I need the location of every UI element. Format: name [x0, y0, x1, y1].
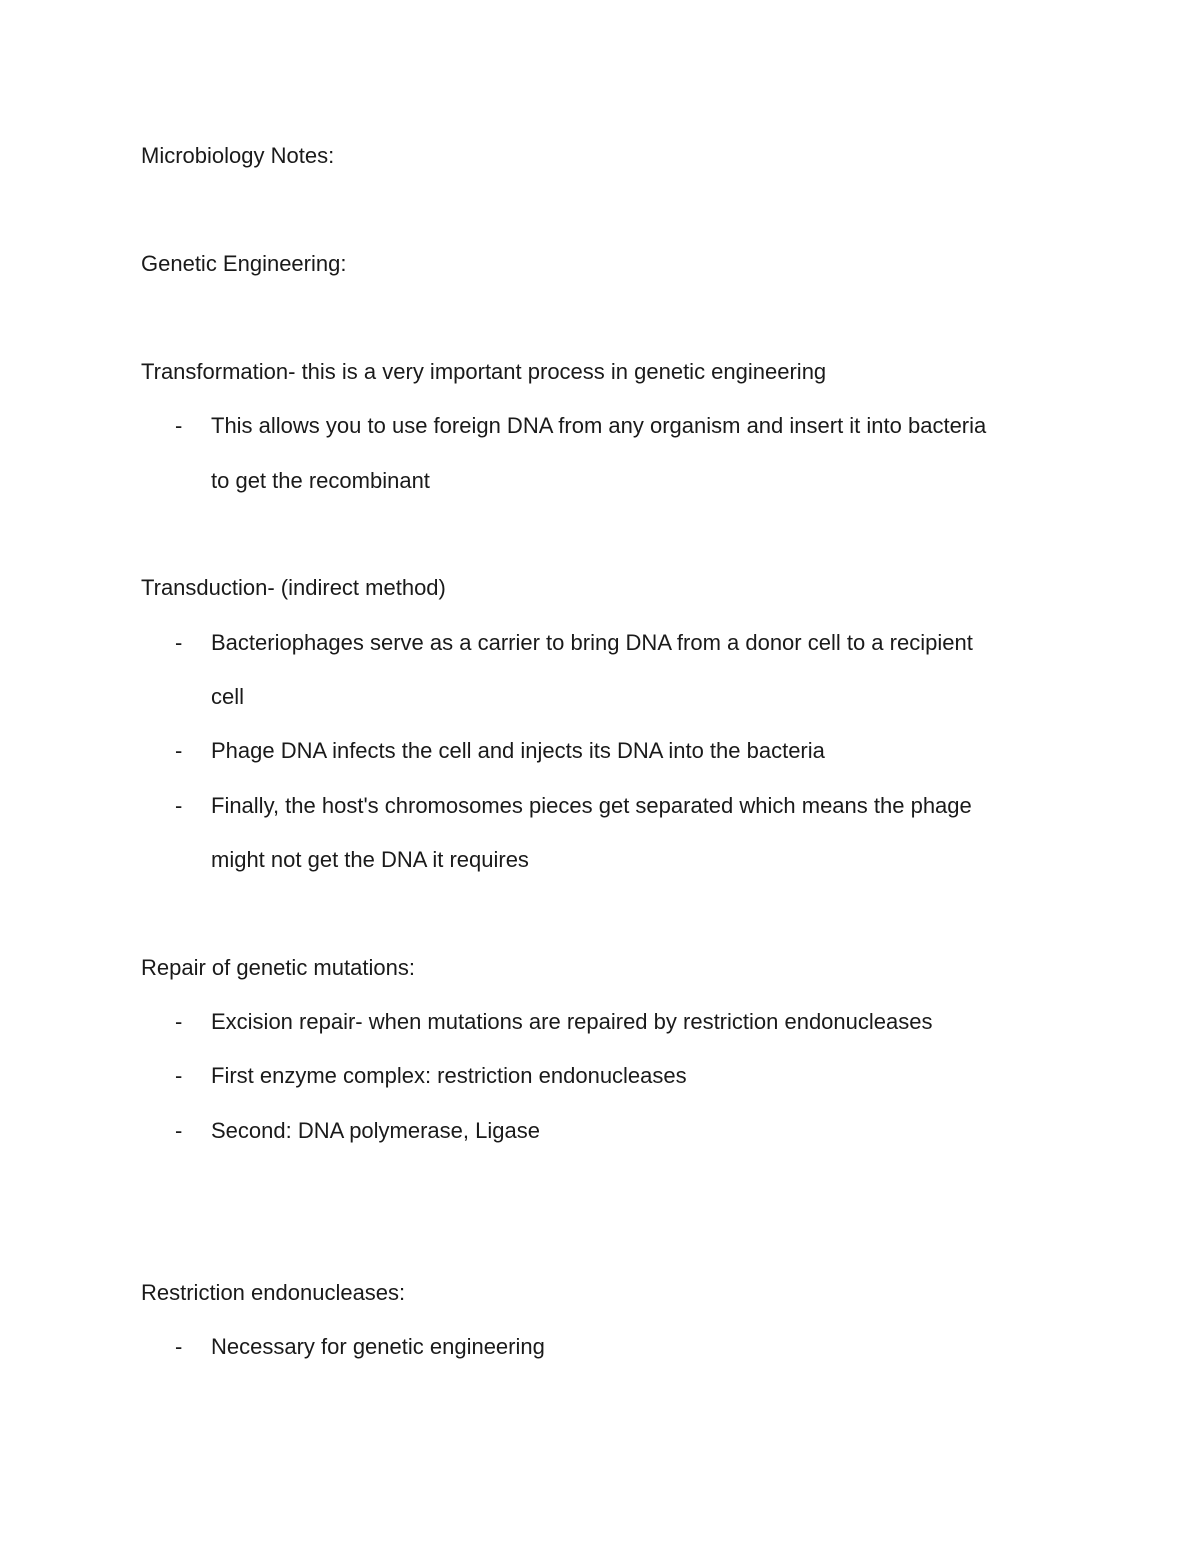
- transduction-bullet-3-line-2: might not get the DNA it requires: [211, 847, 529, 872]
- transduction-bullet-3-line-1: Finally, the host's chromosomes pieces get separated which means the phage: [211, 793, 972, 818]
- restriction-heading: Restriction endonucleases:: [141, 1280, 406, 1305]
- bullet-marker: -: [175, 630, 183, 655]
- repair-bullet-2: First enzyme complex: restriction endonucleases: [211, 1063, 687, 1088]
- transformation-heading: Transformation- this is a very important process in genetic engineering: [141, 359, 827, 384]
- repair-bullet-1: Excision repair- when mutations are repaired by restriction endonucleases: [211, 1009, 933, 1034]
- transduction-bullet-2-line-1: Phage DNA infects the cell and injects its DNA into the bacteria: [211, 738, 825, 763]
- transformation-bullet-1-line-2: to get the recombinant: [211, 468, 430, 493]
- repair-heading: Repair of genetic mutations:: [141, 955, 415, 980]
- bullet-marker: -: [175, 413, 183, 438]
- transduction-bullet-1-line-1: Bacteriophages serve as a carrier to bring DNA from a donor cell to a recipient: [211, 630, 973, 655]
- transduction-bullet-1-line-2: cell: [211, 684, 245, 709]
- document-title: Microbiology Notes:: [141, 143, 335, 168]
- section-heading-genetic-engineering: Genetic Engineering:: [141, 251, 347, 276]
- bullet-marker: -: [175, 793, 183, 818]
- bullet-marker: -: [175, 1009, 183, 1034]
- bullet-marker: -: [175, 1063, 183, 1088]
- transformation-bullet-1-line-1: This allows you to use foreign DNA from any organism and insert it into bacteria: [211, 413, 987, 438]
- repair-bullet-3: Second: DNA polymerase, Ligase: [211, 1118, 540, 1143]
- bullet-marker: -: [175, 1334, 183, 1359]
- restriction-bullet-1: Necessary for genetic engineering: [211, 1334, 545, 1359]
- bullet-marker: -: [175, 738, 183, 763]
- bullet-marker: -: [175, 1118, 183, 1143]
- transduction-heading: Transduction- (indirect method): [141, 575, 446, 600]
